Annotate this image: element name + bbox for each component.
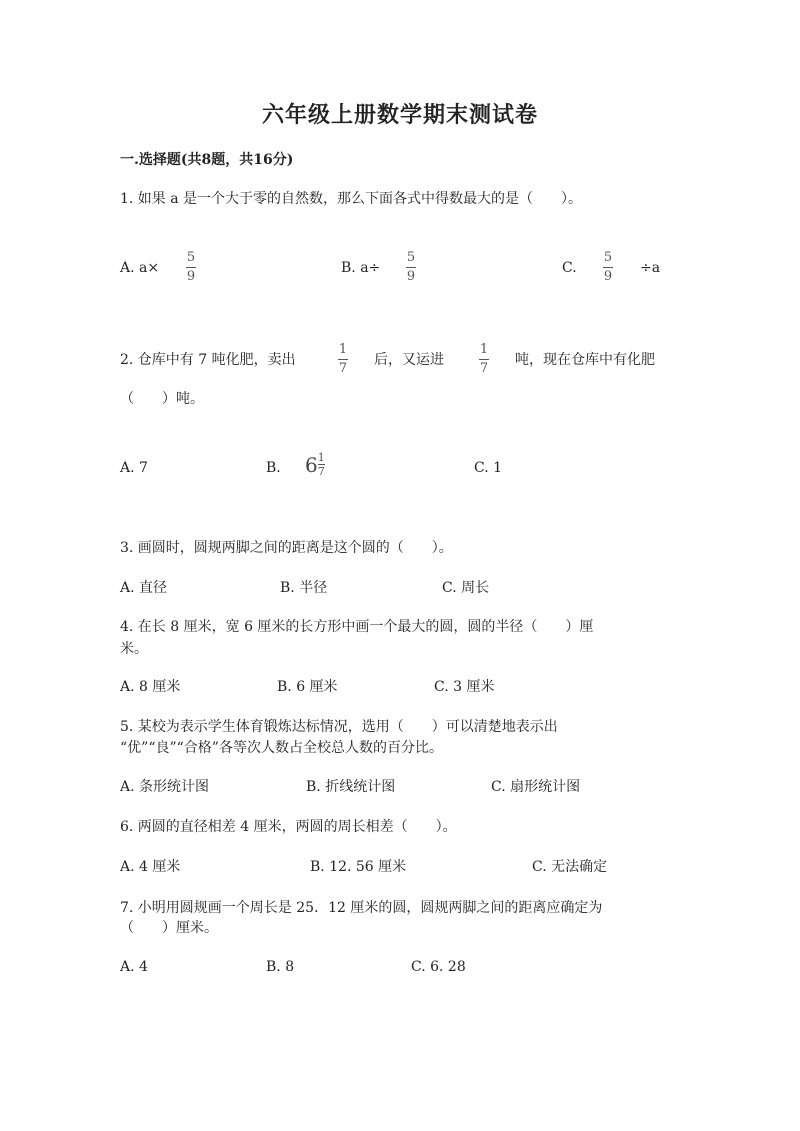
question-5-stem-line2: “优”“良”“合格”各等次人数占全校总人数的百分比。 bbox=[120, 740, 443, 756]
q4-option-b: B. 6 厘米 bbox=[277, 679, 338, 695]
question-2-stem-part3: 吨，现在仓库中有化肥 bbox=[515, 352, 655, 368]
fraction-numerator: 5 bbox=[406, 250, 416, 265]
q2-option-b-label: B. bbox=[266, 460, 281, 476]
fraction-numerator: 5 bbox=[603, 250, 613, 265]
question-5-stem-line1: 5. 某校为表示学生体育锻炼达标情况，选用（ ）可以清楚地表示出 bbox=[120, 719, 558, 735]
q1-option-c-fraction bbox=[603, 251, 613, 284]
q7-option-c: C. 6. 28 bbox=[411, 959, 466, 975]
q3-option-a: A. 直径 bbox=[120, 580, 168, 596]
q2-sold-fraction bbox=[338, 343, 348, 376]
q7-option-b: B. 8 bbox=[266, 959, 295, 975]
question-7-stem-line2: （ ）厘米。 bbox=[120, 920, 218, 936]
q6-option-c: C. 无法确定 bbox=[532, 859, 608, 875]
question-2-stem-line2: （ ）吨。 bbox=[120, 391, 204, 407]
q4-option-a: A. 8 厘米 bbox=[120, 679, 181, 695]
question-4-stem-line1: 4. 在长 8 厘米，宽 6 厘米的长方形中画一个最大的圆，圆的半径（ ）厘 bbox=[120, 619, 594, 635]
question-4-stem-line2: 米。 bbox=[120, 641, 148, 657]
q2-added-fraction bbox=[479, 343, 489, 376]
q1-option-a-fraction bbox=[186, 251, 196, 284]
q2-option-c: C. 1 bbox=[474, 460, 503, 476]
q5-option-b: B. 折线统计图 bbox=[306, 779, 396, 795]
question-2-stem-part1: 2. 仓库中有 7 吨化肥，卖出 bbox=[120, 352, 296, 368]
fraction-bar bbox=[479, 359, 489, 360]
fraction-numerator: 1 bbox=[338, 342, 348, 357]
question-7-stem-line1: 7. 小明用圆规画一个周长是 25．12 厘米的圆，圆规两脚之间的距离应确定为 bbox=[120, 900, 603, 916]
fraction-numerator: 5 bbox=[186, 250, 196, 265]
fraction-denominator: 7 bbox=[338, 361, 348, 376]
mixed-number-whole: 6 bbox=[305, 452, 318, 477]
q1-option-a-label: A. a× bbox=[120, 260, 160, 276]
q3-option-c: C. 周长 bbox=[442, 580, 490, 596]
fraction-bar bbox=[186, 267, 196, 268]
q3-option-b: B. 半径 bbox=[280, 580, 328, 596]
q1-option-c-suffix: ÷a bbox=[640, 260, 661, 276]
q4-option-c: C. 3 厘米 bbox=[434, 679, 495, 695]
fraction-bar bbox=[406, 267, 416, 268]
fraction-bar bbox=[603, 267, 613, 268]
fraction-denominator: 9 bbox=[406, 269, 416, 284]
q5-option-a: A. 条形统计图 bbox=[120, 779, 210, 795]
q7-option-a: A. 4 bbox=[120, 959, 148, 975]
fraction-numerator: 1 bbox=[479, 342, 489, 357]
q2-option-b-mixed-number bbox=[305, 452, 325, 477]
fraction-denominator: 9 bbox=[186, 269, 196, 284]
q6-option-b: B. 12. 56 厘米 bbox=[310, 859, 407, 875]
fraction-numerator: 1 bbox=[317, 451, 325, 464]
q1-option-b-label: B. a÷ bbox=[341, 260, 381, 276]
section-heading: 一.选择题(共8题，共16分) bbox=[120, 152, 294, 168]
question-6-stem: 6. 两圆的直径相差 4 厘米，两圆的周长相差（ ）。 bbox=[120, 819, 457, 835]
q6-option-a: A. 4 厘米 bbox=[120, 859, 181, 875]
fraction-bar bbox=[338, 359, 348, 360]
q5-option-c: C. 扇形统计图 bbox=[491, 779, 581, 795]
question-3-stem: 3. 画圆时，圆规两脚之间的距离是这个圆的（ ）。 bbox=[120, 540, 453, 556]
q1-option-c-label: C. bbox=[562, 260, 577, 276]
q1-option-b-fraction bbox=[406, 251, 416, 284]
question-2-stem-part2: 后，又运进 bbox=[374, 352, 444, 368]
fraction-denominator: 7 bbox=[317, 465, 325, 478]
mixed-number-fraction bbox=[318, 452, 325, 477]
fraction-denominator: 7 bbox=[479, 361, 489, 376]
fraction-denominator: 9 bbox=[603, 269, 613, 284]
q2-option-a: A. 7 bbox=[120, 460, 148, 476]
page-title: 六年级上册数学期末测试卷 bbox=[261, 102, 538, 128]
question-1-stem: 1. 如果 a 是一个大于零的自然数，那么下面各式中得数最大的是（ ）。 bbox=[120, 191, 583, 207]
